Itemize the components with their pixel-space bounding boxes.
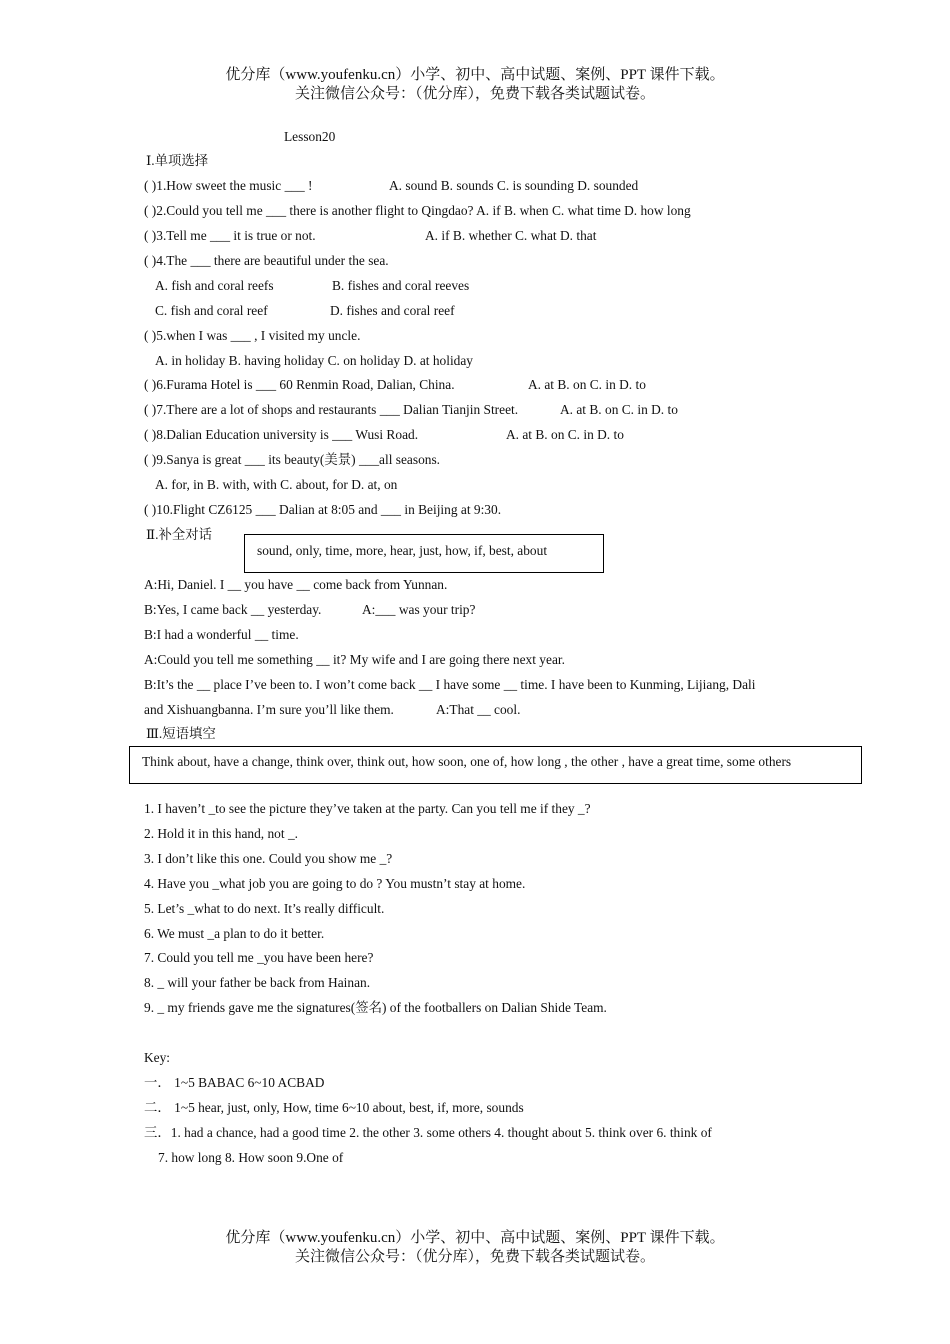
question-4-option-a: A. fish and coral reefs: [155, 278, 274, 293]
question-6: ( )6.Furama Hotel is ___ 60 Renmin Road, Dalian, China.: [144, 377, 455, 392]
phrase-item-5: 5. Let’s _what to do next. It’s really difficult.: [144, 901, 385, 916]
question-8: ( )8.Dalian Education university is ___ Wusi Road.: [144, 427, 419, 442]
question-4: ( )4.The ___ there are beautiful under the sea.: [144, 253, 389, 268]
question-2: ( )2.Could you tell me ___ there is another flight to Qingdao? A. if B. when C. what time D. how long: [144, 203, 691, 218]
key-line-2: 二． 1~5 hear, just, only, How, time 6~10 about, best, if, more, sounds: [144, 1100, 524, 1115]
word-box-dialogue-text: sound, only, time, more, hear, just, how, if, best, about: [257, 543, 548, 558]
key-line-3: 三．1. had a chance, had a good time 2. the other 3. some others 4. thought about 5. think over 6. think of: [144, 1125, 712, 1140]
dialogue-line-2: B:Yes, I came back __ yesterday.: [144, 602, 322, 617]
phrase-item-4: 4. Have you _what job you are going to do ? You mustn’t stay at home.: [144, 876, 526, 891]
phrase-item-2: 2. Hold it in this hand, not _.: [144, 826, 298, 841]
dialogue-line-1: A:Hi, Daniel. I __ you have __ come back from Yunnan.: [144, 577, 448, 592]
section-1-heading: Ⅰ.单项选择: [146, 153, 209, 168]
header-line-2: 关注微信公众号：（优分库），免费下载各类试题试卷。: [294, 86, 655, 102]
question-10: ( )10.Flight CZ6125 ___ Dalian at 8:05 and ___ in Beijing at 9:30.: [144, 502, 502, 517]
footer-line-1: 优分库（www.youfenku.cn）小学、初中、高中试题、案例、PPT 课件下载。: [225, 1230, 725, 1246]
question-7: ( )7.There are a lot of shops and restaurants ___ Dalian Tianjin Street.: [144, 402, 519, 417]
phrase-item-9: 9. _ my friends gave me the signatures(签名) of the footballers on Dalian Shide Team.: [144, 1000, 607, 1015]
question-7-options: A. at B. on C. in D. to: [560, 402, 678, 417]
word-box-phrases-text: Think about, have a change, think over, think out, how soon, one of, how long , the other , have a great time, some others: [142, 754, 792, 769]
question-8-options: A. at B. on C. in D. to: [506, 427, 624, 442]
dialogue-line-6: B:It’s the __ place I’ve been to. I won’t come back __ I have some __ time. I have been to Kunming, Lijiang, Dali: [144, 677, 756, 692]
question-3-options: A. if B. whether C. what D. that: [425, 228, 597, 243]
phrase-item-3: 3. I don’t like this one. Could you show me _?: [144, 851, 393, 866]
section-2-heading: Ⅱ.补全对话: [146, 527, 213, 542]
key-label: Key:: [144, 1050, 171, 1065]
question-1-options: A. sound B. sounds C. is sounding D. sounded: [389, 178, 639, 193]
lesson-title: Lesson20: [284, 129, 336, 144]
word-box-dialogue: [244, 534, 604, 573]
question-4-option-c: C. fish and coral reef: [155, 303, 268, 318]
word-box-phrases: [129, 746, 862, 784]
dialogue-line-7: and Xishuangbanna. I’m sure you’ll like them.: [144, 702, 394, 717]
header-line-1: 优分库（www.youfenku.cn）小学、初中、高中试题、案例、PPT 课件下载。: [225, 67, 725, 83]
question-4-option-b: B. fishes and coral reeves: [332, 278, 470, 293]
phrase-item-8: 8. _ will your father be back from Hainan.: [144, 975, 371, 990]
question-9-options: A. for, in B. with, with C. about, for D. at, on: [155, 477, 398, 492]
key-line-1: 一． 1~5 BABAC 6~10 ACBAD: [144, 1075, 325, 1090]
phrase-item-7: 7. Could you tell me _you have been here?: [144, 950, 374, 965]
phrase-item-1: 1. I haven’t _to see the picture they’ve taken at the party. Can you tell me if they _?: [144, 801, 591, 816]
key-line-4: 7. how long 8. How soon 9.One of: [158, 1150, 344, 1165]
question-5: ( )5.when I was ___ , I visited my uncle.: [144, 328, 361, 343]
question-stem: ( )1.How sweet the music ___ !: [144, 178, 313, 193]
footer-line-2: 关注微信公众号：（优分库），免费下载各类试题试卷。: [294, 1249, 655, 1265]
dialogue-line-5: A:Could you tell me something __ it? My wife and I are going there next year.: [144, 652, 565, 667]
dialogue-line-3: A:___ was your trip?: [362, 602, 476, 617]
question-4-option-d: D. fishes and coral reef: [330, 303, 455, 318]
dialogue-line-4: B:I had a wonderful __ time.: [144, 627, 299, 642]
phrase-item-6: 6. We must _a plan to do it better.: [144, 926, 325, 941]
question-9: ( )9.Sanya is great ___ its beauty(美景) ___all seasons.: [144, 452, 441, 467]
dialogue-line-8: A:That __ cool.: [436, 702, 521, 717]
question-5-options: A. in holiday B. having holiday C. on holiday D. at holiday: [155, 353, 473, 368]
question-3: ( )3.Tell me ___ it is true or not.: [144, 228, 316, 243]
section-3-heading: Ⅲ.短语填空: [146, 726, 216, 741]
question-6-options: A. at B. on C. in D. to: [528, 377, 646, 392]
question-1: [144, 177, 312, 195]
